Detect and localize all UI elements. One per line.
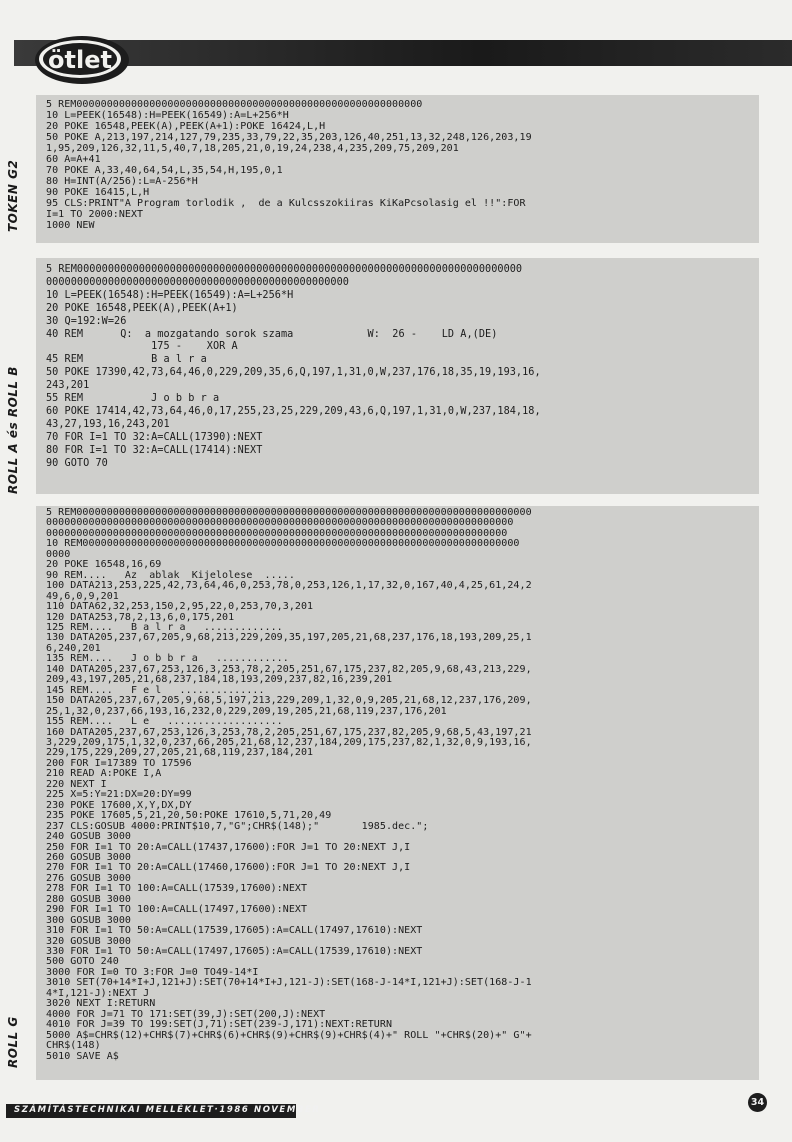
otlet-logo (30, 32, 130, 86)
code-line: 3,229,209,175,1,32,0,237,66,205,21,68,12,237,184,209,175,237,82,1,32,0,9,193,16, (46, 736, 532, 748)
code-line: 45 REM B a l r a (46, 354, 207, 366)
code-line: 243,201 (46, 380, 90, 392)
code-line: CHR$(148) (46, 1040, 101, 1052)
code-line: 5000 A$=CHR$(12)+CHR$(7)+CHR$(6)+CHR$(9)+CHR$(9)+CHR$(4)+" ROLL "+CHR$(20)+" G"+ (46, 1029, 532, 1041)
code-line: 40 REM Q: a mozgatando sorok szama W: 26 - LD A,(DE) (46, 328, 498, 340)
code-line: 240 GOSUB 3000 (46, 831, 131, 843)
code-line: 10 L=PEEK(16548):H=PEEK(16549):A=L+256*H (46, 289, 294, 301)
code-line: 20 POKE 16548,PEEK(A),PEEK(A+1) (46, 302, 238, 314)
code-line: 43,27,193,16,243,201 (46, 418, 170, 430)
code-line: 0000 (46, 548, 71, 560)
code-line: 250 FOR I=1 TO 20:A=CALL(17437,17600):FOR J=1 TO 20:NEXT J,I (46, 841, 411, 853)
code-line: 60 POKE 17414,42,73,64,46,0,17,255,23,25,229,209,43,6,Q,197,1,31,0,W,237,184,18, (46, 405, 541, 417)
code-text-roll-g (36, 506, 759, 1062)
code-line: 5 REM000000000000000000000000000000000000000000000000000000000000000000000000000 (46, 507, 532, 518)
code-line: 200 FOR I=17389 TO 17596 (46, 757, 192, 769)
code-line: 145 REM.... F e l .............. (46, 684, 265, 696)
code-line: 135 REM.... J o b b r a ............ (46, 653, 289, 665)
code-line: 60 A=A+41 (46, 154, 101, 165)
code-line: 50 POKE A,213,197,214,127,79,235,33,79,22,35,203,126,40,251,13,32,248,126,203,19 (46, 132, 532, 143)
code-line: 3010 SET(70+14*I+J,121+J):SET(70+14*I+J,121-J):SET(168-J-14*I,121+J):SET(168-J-1 (46, 977, 532, 989)
code-line: 4010 FOR J=39 TO 199:SET(J,71):SET(239-J,171):NEXT:RETURN (46, 1019, 393, 1031)
code-line: 6,240,201 (46, 642, 101, 654)
code-listing-token-g2 (36, 95, 759, 243)
code-line: 209,43,197,205,21,68,237,184,18,193,209,237,82,16,239,201 (46, 674, 393, 686)
code-line: 3020 NEXT I:RETURN (46, 998, 156, 1010)
code-line: 130 DATA205,237,67,205,9,68,213,229,209,35,197,205,21,68,237,176,18,193,209,25,1 (46, 632, 532, 644)
code-line: 00000000000000000000000000000000000000000000000000000000000000000000000000000 (46, 517, 514, 529)
code-line: 0000000000000000000000000000000000000000000000000000000000000000000000000000 (46, 527, 508, 539)
code-text-token-g2 (36, 95, 759, 231)
footer-bar (6, 1104, 321, 1118)
code-line: 278 FOR I=1 TO 100:A=CALL(17539,17600):NEXT (46, 883, 308, 895)
code-line: I=1 TO 2000:NEXT (46, 209, 144, 220)
code-line: 1000 NEW (46, 220, 95, 231)
code-line: 230 POKE 17600,X,Y,DX,DY (46, 799, 192, 811)
code-listing-roll-g (36, 506, 759, 1080)
code-text-roll-a-b (36, 258, 759, 471)
code-line: 155 REM.... L e ................... (46, 716, 283, 728)
code-line: 100 DATA213,253,225,42,73,64,46,0,253,78,0,253,126,1,17,32,0,167,40,4,25,61,24,2 (46, 580, 532, 592)
code-listing-roll-a-b (36, 258, 759, 494)
code-line: 237 CLS:GOSUB 4000:PRINT$10,7,"G";CHR$(148);" 1985.dec."; (46, 820, 429, 832)
code-line: 49,6,0,9,201 (46, 590, 119, 602)
code-line: 20 POKE 16548,PEEK(A),PEEK(A+1):POKE 16424,L,H (46, 121, 326, 132)
code-line: 330 FOR I=1 TO 50:A=CALL(17497,17605):A=CALL(17539,17610):NEXT (46, 946, 423, 958)
code-line: 90 POKE 16415,L,H (46, 187, 150, 198)
code-line: 50 POKE 17390,42,73,64,46,0,229,209,35,6,Q,197,1,31,0,W,237,176,18,35,19,193,16, (46, 367, 541, 379)
code-line: 3000 FOR I=0 TO 3:FOR J=0 TO49-14*I (46, 966, 259, 978)
code-line: 5 REM000000000000000000000000000000000000000000000000000000000 (46, 99, 423, 110)
code-line: 225 X=5:Y=21:DX=20:DY=99 (46, 789, 192, 801)
code-line: 229,175,229,209,27,205,21,68,119,237,184,201 (46, 747, 314, 759)
otlet-logo-text: ötlet (48, 46, 112, 74)
code-line: 120 DATA253,78,2,13,6,0,175,201 (46, 611, 235, 623)
code-line: 140 DATA205,237,67,253,126,3,253,78,2,205,251,67,175,237,82,205,9,68,43,213,229, (46, 663, 532, 675)
code-line: 30 Q=192:W=26 (46, 315, 127, 327)
code-line: 70 POKE A,33,40,64,54,L,35,54,H,195,0,1 (46, 165, 283, 176)
code-line: 160 DATA205,237,67,253,126,3,253,78,2,205,251,67,175,237,82,205,9,68,5,43,197,21 (46, 726, 532, 738)
code-line: 55 REM J o b b r a (46, 393, 220, 405)
code-line: 235 POKE 17605,5,21,20,50:POKE 17610,5,71,20,49 (46, 810, 332, 822)
code-line: 150 DATA205,237,67,205,9,68,5,197,213,229,209,1,32,0,9,205,21,68,12,237,176,209, (46, 695, 532, 707)
code-line: 110 DATA62,32,253,150,2,95,22,0,253,70,3,201 (46, 601, 314, 613)
code-line: 175 - XOR A (46, 341, 238, 353)
code-line: 25,1,32,0,237,66,193,16,232,0,229,209,19,205,21,68,119,237,176,201 (46, 705, 447, 717)
code-line: 80 H=INT(A/256):L=A-256*H (46, 176, 198, 187)
footer-text: SZÁMÍTÁSTECHNIKAI MELLÉKLET·1986 NOVEMBER (14, 1105, 321, 1115)
code-line: 500 GOTO 240 (46, 956, 119, 968)
code-line: 210 READ A:POKE I,A (46, 768, 162, 780)
code-line: 310 FOR I=1 TO 50:A=CALL(17539,17605):A=CALL(17497,17610):NEXT (46, 925, 423, 937)
code-line: 4000 FOR J=71 TO 171:SET(39,J):SET(200,J):NEXT (46, 1008, 326, 1020)
code-line: 5010 SAVE A$ (46, 1050, 119, 1062)
code-line: 220 NEXT I (46, 778, 107, 790)
code-line: 260 GOSUB 3000 (46, 851, 131, 863)
header-bar (14, 40, 792, 66)
code-line: 80 FOR I=1 TO 32:A=CALL(17414):NEXT (46, 444, 263, 456)
code-line: 1,95,209,126,32,11,5,40,7,18,205,21,0,19,24,238,4,235,209,75,209,201 (46, 143, 459, 154)
page-number-badge: 34 (748, 1093, 767, 1112)
code-line: 10 L=PEEK(16548):H=PEEK(16549):A=L+256*H (46, 110, 289, 121)
code-line: 90 REM.... Az ablak Kijelolese ..... (46, 569, 295, 581)
code-line: 300 GOSUB 3000 (46, 914, 131, 926)
code-line: 270 FOR I=1 TO 20:A=CALL(17460,17600):FOR J=1 TO 20:NEXT J,I (46, 862, 411, 874)
code-line: 0000000000000000000000000000000000000000000000000 (46, 276, 349, 288)
code-line: 4*I,121-J):NEXT J (46, 987, 150, 999)
code-line: 125 REM.... B a l r a ............. (46, 621, 283, 633)
code-line: 290 FOR I=1 TO 100:A=CALL(17497,17600):NEXT (46, 904, 308, 916)
otlet-logo-icon (30, 32, 130, 86)
code-line: 276 GOSUB 3000 (46, 872, 131, 884)
code-line: 280 GOSUB 3000 (46, 893, 131, 905)
code-line: 95 CLS:PRINT"A Program torlodik , de a Kulcsszokiiras KiKaPcsolasig el !!":FOR (46, 198, 526, 209)
code-line: 10 REM000000000000000000000000000000000000000000000000000000000000000000000000 (46, 538, 520, 550)
code-line: 70 FOR I=1 TO 32:A=CALL(17390):NEXT (46, 431, 263, 443)
code-line: 320 GOSUB 3000 (46, 935, 131, 947)
code-line: 20 POKE 16548,16,69 (46, 559, 162, 571)
code-line: 5 REM000000000000000000000000000000000000000000000000000000000000000000000000 (46, 264, 523, 275)
code-line: 90 GOTO 70 (46, 457, 108, 469)
